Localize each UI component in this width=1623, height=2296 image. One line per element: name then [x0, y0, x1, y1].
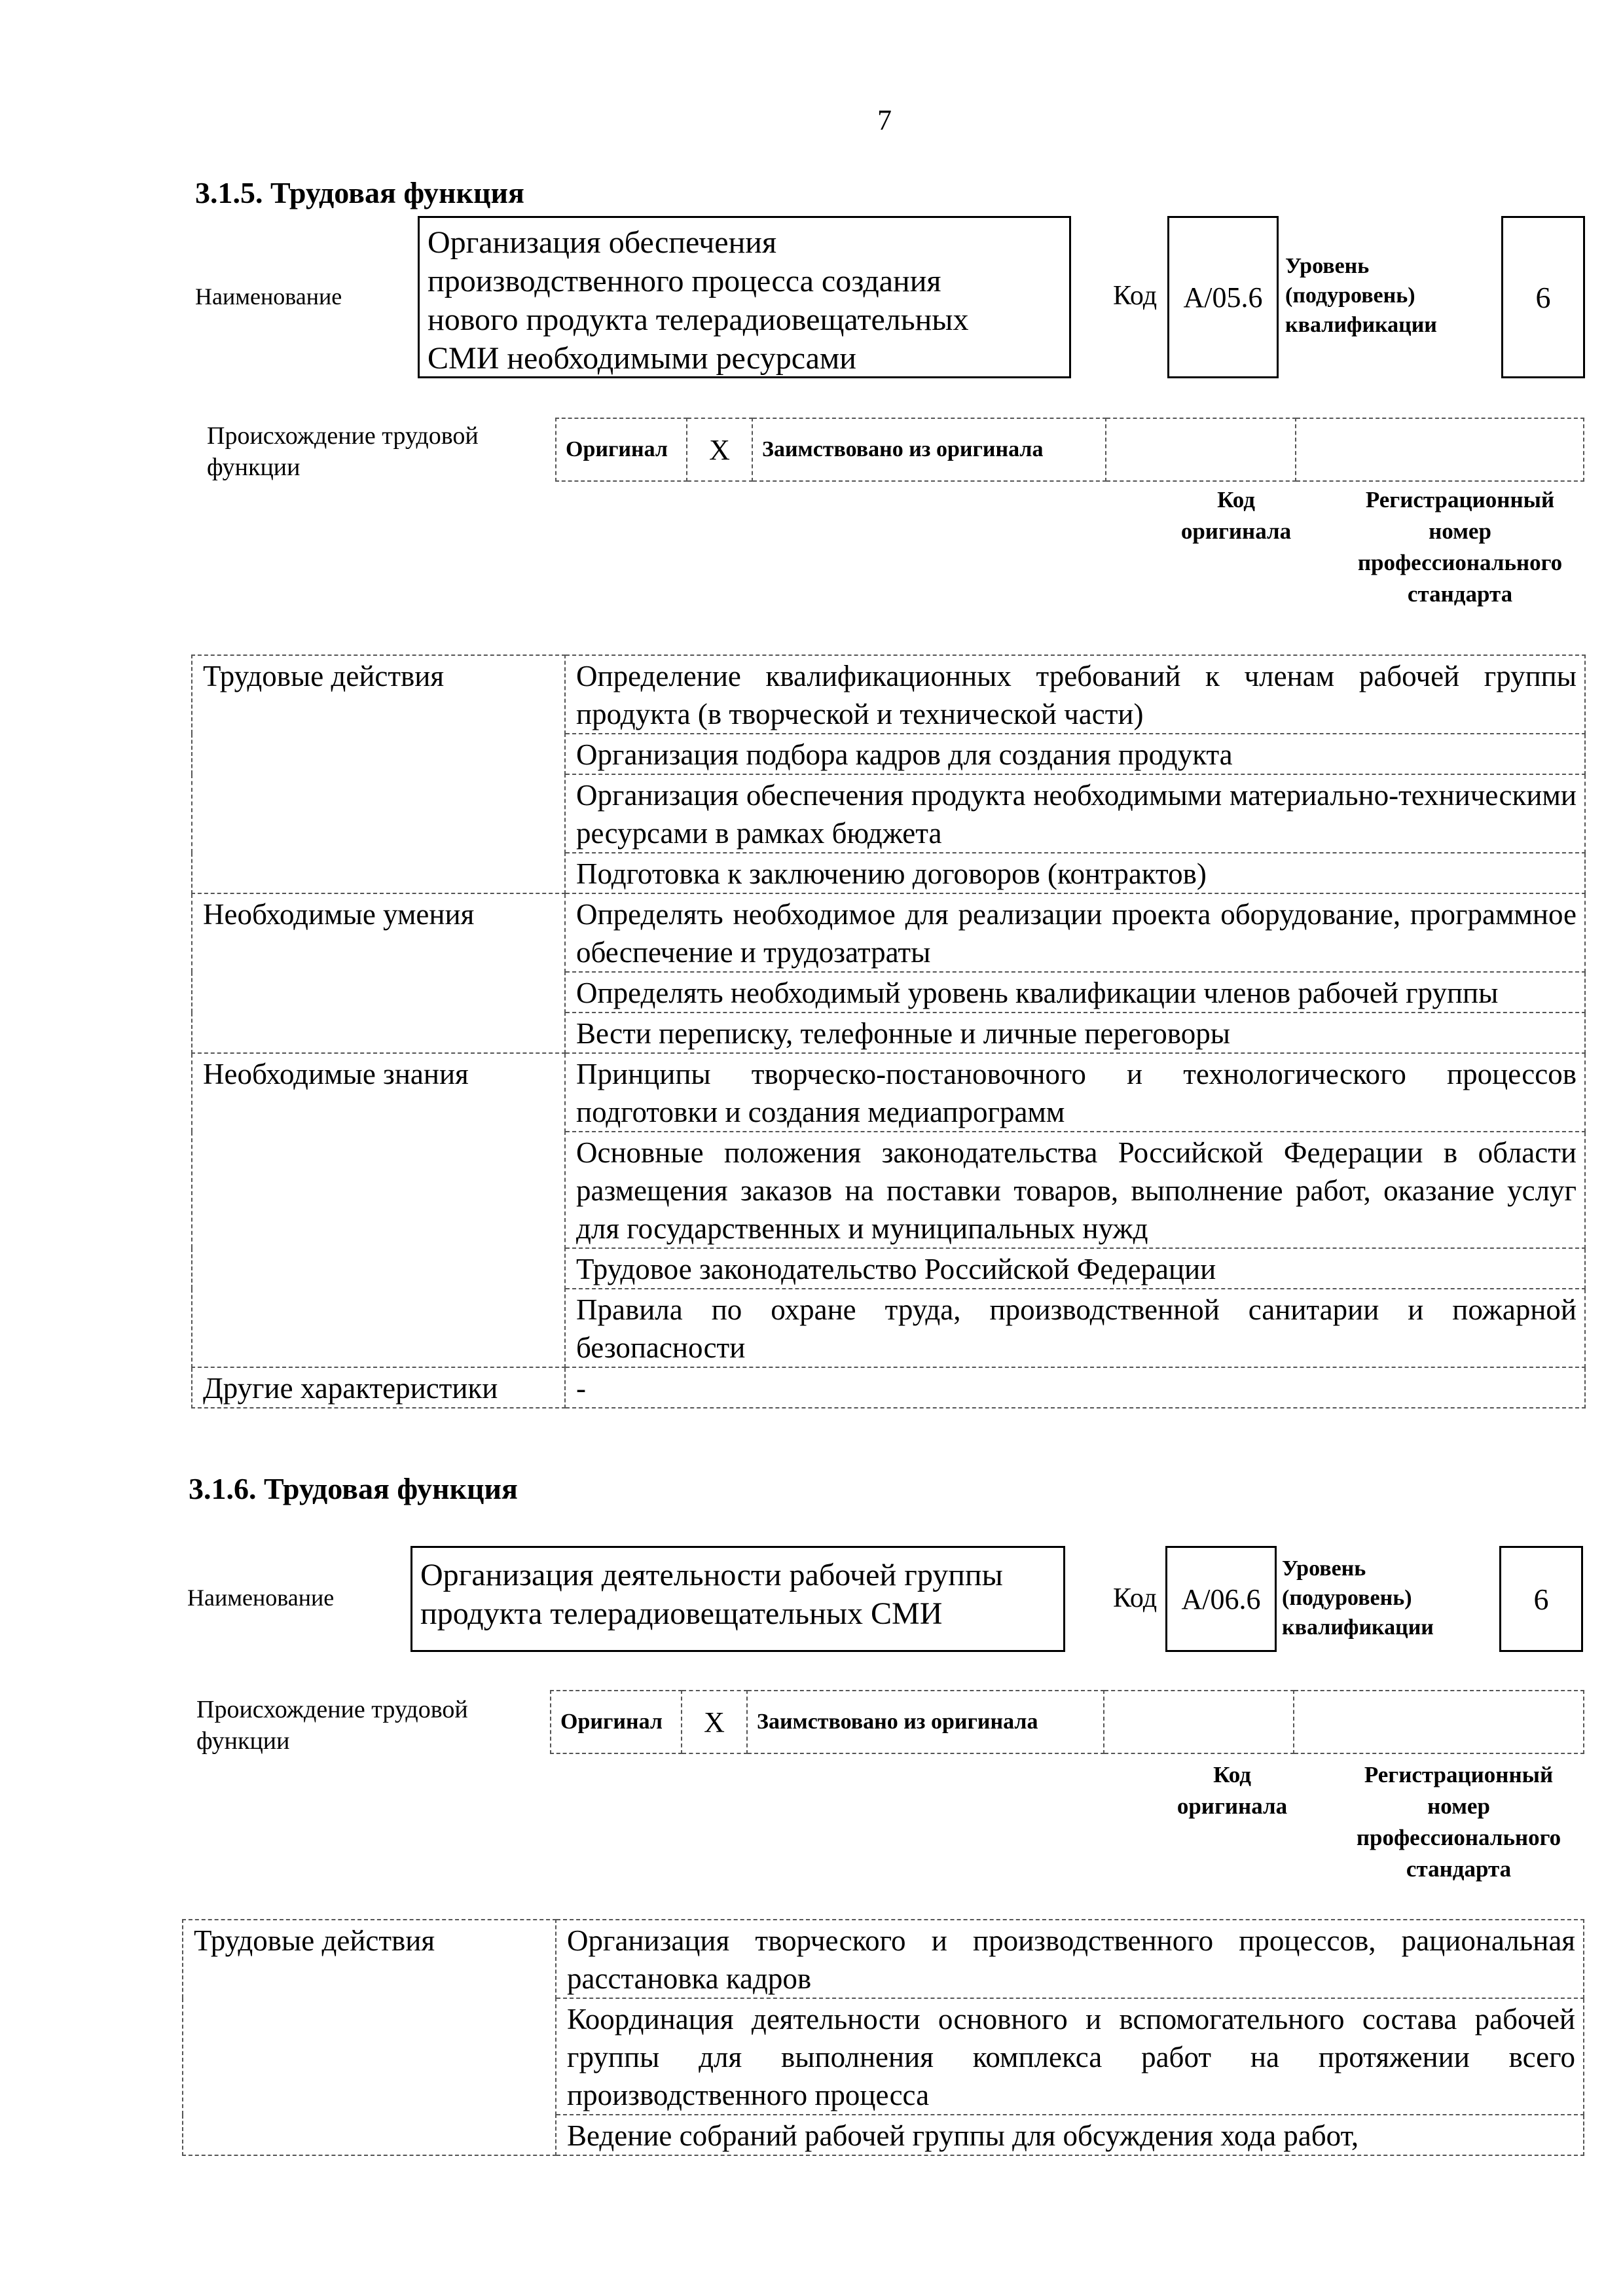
function-details-table — [191, 655, 1586, 1408]
code-label: Код — [1113, 281, 1158, 311]
origin-label-line: Происхождение трудовой — [196, 1696, 468, 1723]
caption-registration-number — [1336, 484, 1584, 610]
item-cell: Организация творческого и производственного процессов, рациональная расстановка кадров — [556, 1920, 1584, 1998]
name-label: Наименование — [195, 283, 342, 310]
function-name-line: нового продукта телерадиовещательных — [428, 302, 969, 337]
code-label: Код — [1113, 1583, 1158, 1613]
table-row — [192, 1367, 1585, 1408]
item-cell: Основные положения законодательства Российской Федерации в области размещения заказов на поставки товаров, выполнение работ, оказание услуг для государственных и муниципальных нужд — [565, 1132, 1585, 1248]
item-cell: Подготовка к заключению договоров (контрактов) — [565, 853, 1585, 893]
item-cell: Принципы творческо-постановочного и технологического процессов подготовки и создания медиапрограмм — [565, 1053, 1585, 1132]
caption-original-code — [1125, 484, 1347, 547]
origin-borrowed-cell: Заимствовано из оригинала — [747, 1691, 1104, 1753]
caption-line: профессионального — [1356, 1825, 1561, 1850]
origin-label — [207, 420, 479, 483]
level-label-line: квалификации — [1282, 1615, 1434, 1640]
code-box — [1167, 216, 1279, 378]
item-cell: - — [565, 1367, 1585, 1408]
function-name-line: Организация деятельности рабочей группы — [420, 1558, 1003, 1592]
function-name-box — [410, 1546, 1065, 1652]
caption-line: оригинала — [1176, 1793, 1288, 1819]
category-cell: Другие характеристики — [192, 1367, 565, 1408]
qualification-level-box — [1499, 1546, 1583, 1652]
registration-number-cell — [1294, 1691, 1584, 1753]
function-name-line: продукта телерадиовещательных СМИ — [420, 1596, 943, 1631]
item-cell: Определять необходимый уровень квалификации членов рабочей группы — [565, 972, 1585, 1013]
caption-original-code — [1121, 1759, 1343, 1822]
table-row — [192, 655, 1585, 734]
function-name-line: Организация обеспечения — [428, 225, 777, 260]
function-details-table — [182, 1919, 1584, 2156]
qualification-level-label — [1285, 251, 1437, 340]
level-label-line: квалификации — [1285, 313, 1437, 337]
origin-label-line: функции — [207, 454, 301, 481]
caption-registration-number — [1333, 1759, 1584, 1885]
origin-label-line: Происхождение трудовой — [207, 422, 479, 450]
item-cell: Организация обеспечения продукта необходимыми материально-техническими ресурсами в рамках бюджета — [565, 774, 1585, 853]
item-cell: Определять необходимое для реализации проекта оборудование, программное обеспечение и трудозатраты — [565, 893, 1585, 972]
item-cell: Координация деятельности основного и вспомогательного состава рабочей группы для выполнения комплекса работ на протяжении всего производственного процесса — [556, 1998, 1584, 2115]
original-code-cell — [1104, 1691, 1294, 1753]
code-box — [1165, 1546, 1277, 1652]
table-row — [183, 1920, 1584, 1998]
qualification-level-box — [1501, 216, 1585, 378]
caption-line: оригинала — [1180, 518, 1292, 544]
origin-table — [550, 1690, 1584, 1754]
code-value: А/06.6 — [1181, 1583, 1261, 1615]
category-cell: Трудовые действия — [192, 655, 565, 893]
caption-line: Регистрационный — [1365, 487, 1555, 512]
item-cell: Трудовое законодательство Российской Федерации — [565, 1248, 1585, 1289]
qualification-level-label — [1282, 1554, 1434, 1642]
caption-line: стандарта — [1406, 1856, 1512, 1882]
level-label-line: Уровень — [1282, 1556, 1366, 1581]
item-cell: Организация подбора кадров для создания продукта — [565, 734, 1585, 774]
category-cell: Трудовые действия — [183, 1920, 556, 2155]
caption-line: номер — [1427, 1793, 1490, 1819]
origin-original-cell: Оригинал — [551, 1691, 682, 1753]
origin-original-cell: Оригинал — [556, 418, 687, 481]
name-label: Наименование — [187, 1585, 335, 1611]
origin-borrowed-cell: Заимствовано из оригинала — [752, 418, 1106, 481]
caption-line: Код — [1217, 487, 1255, 512]
origin-mark-cell: X — [682, 1691, 747, 1753]
function-name-line: производственного процесса создания — [428, 264, 941, 298]
level-label-line: (подуровень) — [1282, 1586, 1412, 1610]
origin-label — [196, 1694, 468, 1757]
item-cell: Определение квалификационных требований к членам рабочей группы продукта (в творческой и технической части) — [565, 655, 1585, 734]
level-label-line: (подуровень) — [1285, 283, 1415, 308]
caption-line: стандарта — [1407, 581, 1513, 607]
origin-table — [555, 418, 1584, 482]
origin-label-line: функции — [196, 1727, 290, 1755]
section-title: 3.1.5. Трудовая функция — [195, 176, 524, 209]
caption-line: Регистрационный — [1364, 1762, 1554, 1787]
function-name-box — [418, 216, 1071, 378]
section-title: 3.1.6. Трудовая функция — [189, 1472, 518, 1505]
category-cell: Необходимые знания — [192, 1053, 565, 1367]
level-value: 6 — [1533, 1582, 1549, 1616]
level-value: 6 — [1535, 280, 1551, 314]
item-cell: Вести переписку, телефонные и личные переговоры — [565, 1013, 1585, 1053]
category-cell: Необходимые умения — [192, 893, 565, 1053]
origin-mark-cell: X — [687, 418, 752, 481]
original-code-cell — [1106, 418, 1296, 481]
item-cell: Правила по охране труда, производственной санитарии и пожарной безопасности — [565, 1289, 1585, 1367]
registration-number-cell — [1296, 418, 1584, 481]
table-row — [192, 893, 1585, 972]
caption-line: профессионального — [1357, 550, 1563, 575]
item-cell: Ведение собраний рабочей группы для обсуждения хода работ, — [556, 2115, 1584, 2155]
code-value: А/05.6 — [1183, 281, 1263, 314]
table-row — [192, 1053, 1585, 1132]
function-name-line: СМИ необходимыми ресурсами — [428, 341, 856, 376]
caption-line: Код — [1213, 1762, 1251, 1787]
page-number: 7 — [877, 104, 892, 136]
level-label-line: Уровень — [1285, 254, 1370, 278]
caption-line: номер — [1429, 518, 1491, 544]
